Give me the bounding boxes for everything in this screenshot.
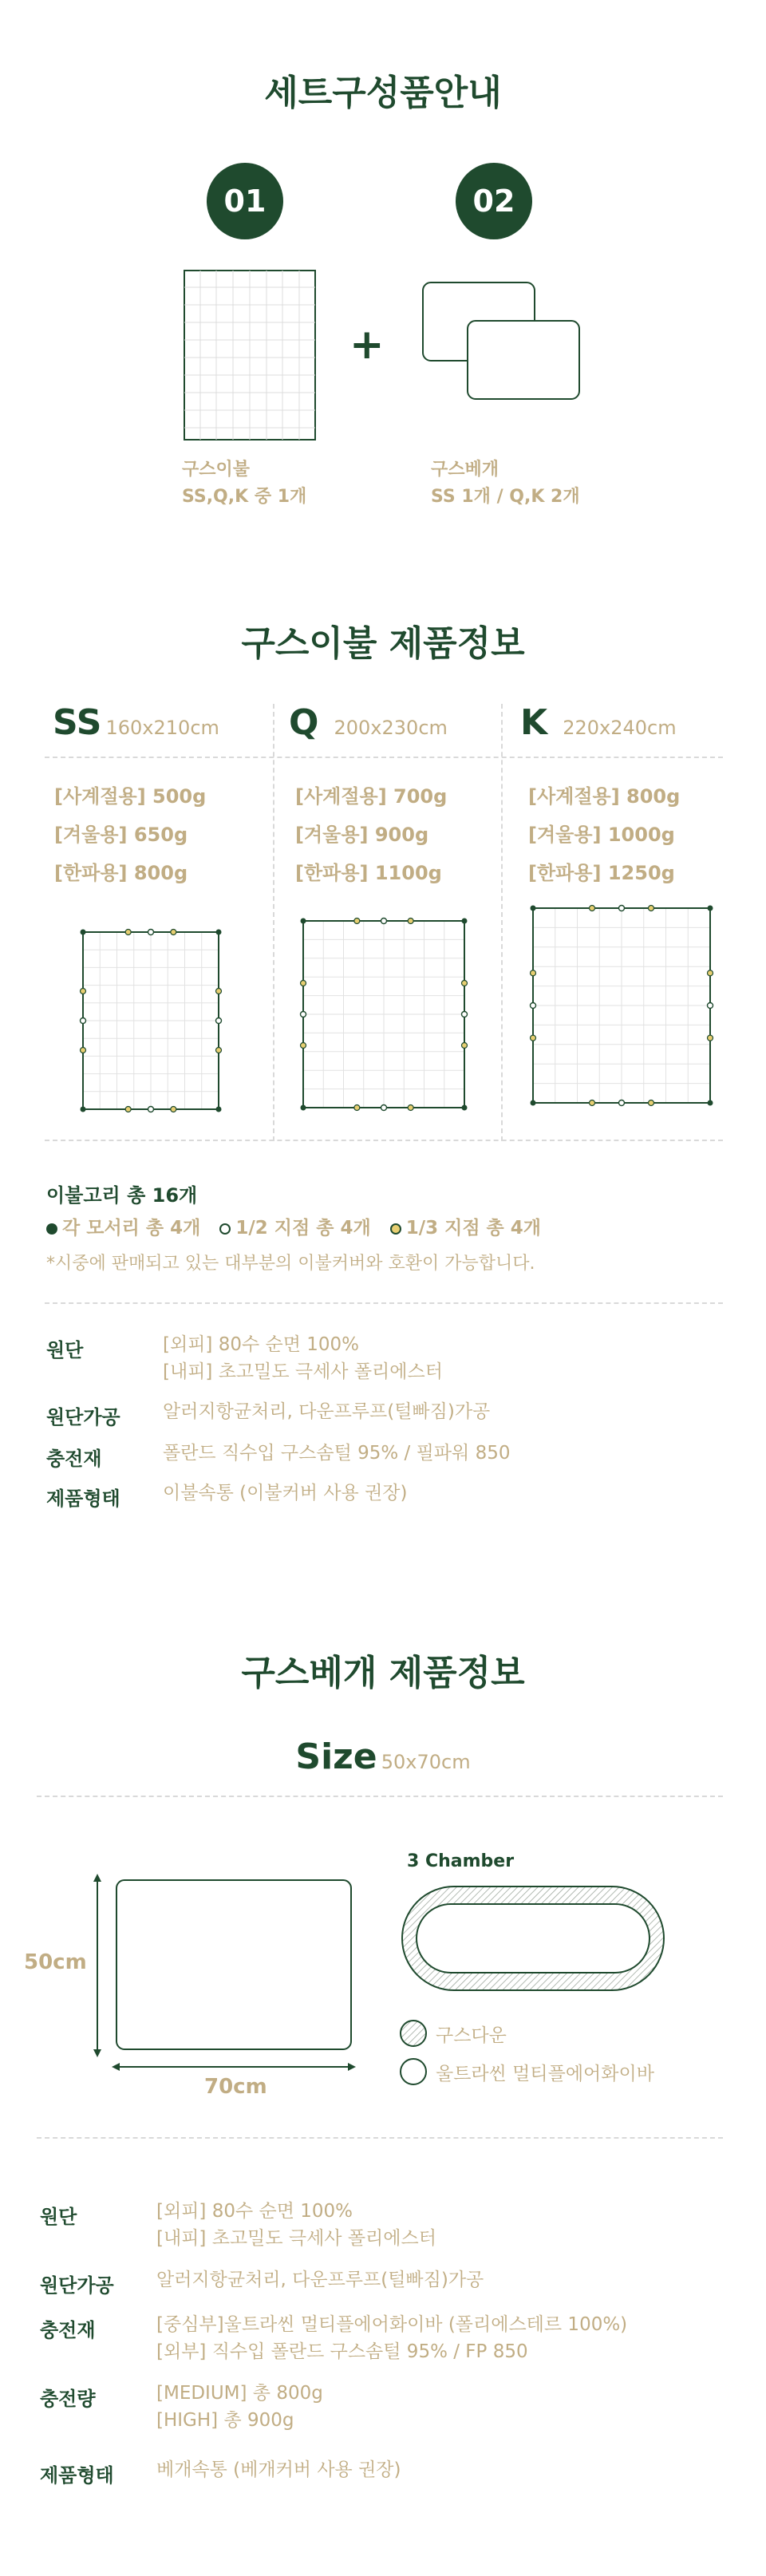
weight-line: [사계절용] 700g	[295, 785, 448, 808]
pillow-size-header	[0, 1736, 766, 1777]
divider	[45, 1140, 723, 1141]
half-loop	[462, 1012, 468, 1017]
half-loop	[148, 1107, 154, 1112]
plus-icon: +	[349, 321, 385, 369]
pillow-title: 구스베개 제품정보	[241, 1653, 525, 1693]
third-loop	[649, 1100, 654, 1106]
spec-label: 제품형태	[40, 2464, 114, 2487]
pillow-dimension-diagram	[88, 1867, 359, 2075]
third-loop	[125, 930, 131, 935]
third-loop	[408, 919, 413, 924]
third-loop	[708, 970, 713, 976]
item-1-name: 구스이불	[182, 460, 251, 480]
weight-line: [한파용] 800g	[54, 862, 188, 884]
third-loop	[125, 1107, 131, 1112]
legend-half: 1/2 지점 총 4개	[219, 1218, 370, 1239]
third-loop	[301, 981, 306, 986]
half-loop	[619, 1100, 625, 1106]
third-loop	[462, 1043, 468, 1049]
third-loop	[81, 989, 86, 994]
badge-02: 02	[456, 163, 532, 239]
half-loop	[216, 1018, 222, 1024]
third-loop	[301, 1043, 306, 1049]
third-loop	[81, 1048, 86, 1053]
corner-loop	[708, 906, 713, 911]
third-loop	[354, 919, 360, 924]
spec-value: 폴란드 직수입 구스솜털 95% / 필파워 850	[163, 1443, 511, 1464]
third-loop	[462, 981, 468, 986]
corner-loop	[301, 919, 306, 924]
half-loop	[301, 1012, 306, 1017]
empty-circle-icon	[399, 2057, 428, 2086]
third-loop	[531, 1035, 536, 1041]
third-loop	[590, 906, 595, 911]
size-dim: 220x240cm	[563, 717, 677, 739]
chamber-legend-fiber: 울트라씬 멀티플에어화이바	[399, 2057, 654, 2086]
hatched-circle-icon	[399, 2019, 428, 2048]
third-loop	[354, 1105, 360, 1111]
spec-label: 충전재	[46, 1448, 102, 1470]
third-loop	[171, 1107, 176, 1112]
chamber-title: 3 Chamber	[407, 1851, 515, 1871]
size-dim: 160x210cm	[105, 717, 219, 739]
half-loop	[708, 1003, 713, 1009]
half-loop	[381, 919, 387, 924]
divider	[273, 704, 274, 1141]
third-loop	[216, 989, 222, 994]
spec-value: 베개속통 (베개커버 사용 권장)	[156, 2459, 401, 2480]
chamber-legend-down: 구스다운	[399, 2019, 507, 2048]
third-loop	[531, 970, 536, 976]
pillows-illustration	[421, 281, 582, 405]
third-loop	[408, 1105, 413, 1111]
item-2-name: 구스베개	[431, 460, 499, 480]
weight-line: [한파용] 1100g	[295, 862, 442, 884]
third-loop	[708, 1035, 713, 1041]
duvet-illustration	[184, 270, 316, 441]
third-loop	[590, 1100, 595, 1106]
corner-loop	[531, 906, 536, 911]
loop-legend	[46, 1213, 541, 1239]
weight-line: [겨울용] 650g	[54, 824, 188, 846]
spec-value: 알러지항균처리, 다운프루프(털빠짐)가공	[163, 1401, 491, 1422]
corner-loop	[81, 1107, 86, 1112]
half-loop	[381, 1105, 387, 1111]
divider	[37, 1796, 723, 1797]
third-loop	[171, 930, 176, 935]
corner-dot-icon	[46, 1223, 57, 1235]
weights-ss	[54, 777, 206, 892]
set-title: 세트구성품안내	[264, 73, 502, 113]
legend-third: 1/3 지점 총 4개	[390, 1218, 541, 1239]
duvet-title: 구스이불 제품정보	[241, 623, 525, 664]
spec-value: 알러지항균처리, 다운프루프(털빠짐)가공	[156, 2270, 484, 2290]
divider	[501, 704, 503, 1141]
weights-k	[528, 777, 680, 892]
size-letter: K	[520, 702, 548, 743]
loops-title: 이불고리 총 16개	[46, 1184, 198, 1207]
weights-q	[295, 777, 447, 892]
spec-value: [외피] 80수 순면 100% [내피] 초고밀도 극세사 폴리에스터	[156, 2201, 436, 2249]
spec-label: 원단	[46, 1339, 84, 1361]
height-label: 50cm	[24, 1950, 87, 1974]
spec-label: 원단가공	[40, 2274, 114, 2297]
half-loop	[81, 1018, 86, 1024]
duvet-diagram-k	[527, 902, 717, 1116]
corner-loop	[708, 1100, 713, 1106]
spec-label: 충전량	[40, 2388, 96, 2410]
divider	[45, 757, 723, 758]
legend-corner: 각 모서리 총 4개	[46, 1218, 200, 1239]
spec-value: [외피] 80수 순면 100% [내피] 초고밀도 극세사 폴리에스터	[163, 1334, 443, 1382]
size-header-q	[289, 702, 448, 743]
spec-value: [중심부]울트라씬 멀티플에어화이바 (폴리에스테르 100%) [외부] 직수입 폴란드 구스솜털 95% / FP 850	[156, 2314, 628, 2362]
size-dim: 50x70cm	[381, 1751, 471, 1773]
weight-line: [한파용] 1250g	[528, 862, 675, 884]
size-header-ss	[53, 702, 219, 743]
item-2-detail: SS 1개 / Q,K 2개	[431, 487, 580, 507]
half-loop	[148, 930, 154, 935]
weight-line: [사계절용] 500g	[54, 785, 207, 808]
badge-01: 01	[207, 163, 283, 239]
divider	[37, 2137, 723, 2139]
weight-line: [사계절용] 800g	[528, 785, 681, 808]
third-loop	[216, 1048, 222, 1053]
size-header-k	[520, 702, 677, 743]
corner-loop	[216, 1107, 222, 1112]
weight-line: [겨울용] 1000g	[528, 824, 675, 846]
spec-value: [MEDIUM] 총 800g [HIGH] 총 900g	[156, 2383, 323, 2431]
duvet-diagram-ss	[77, 926, 228, 1116]
third-dot-icon	[390, 1223, 401, 1235]
spec-label: 원단	[40, 2206, 77, 2228]
half-loop	[619, 906, 625, 911]
corner-loop	[462, 919, 468, 924]
compat-note: *시중에 판매되고 있는 대부분의 이불커버와 호환이 가능합니다.	[46, 1254, 535, 1274]
corner-loop	[531, 1100, 536, 1106]
half-dot-icon	[219, 1223, 231, 1235]
spec-label: 원단가공	[46, 1406, 120, 1428]
corner-loop	[462, 1105, 468, 1111]
size-letter: SS	[53, 702, 102, 743]
spec-value: 이불속통 (이불커버 사용 권장)	[163, 1483, 408, 1503]
duvet-diagram-q	[297, 915, 471, 1116]
spec-label: 제품형태	[46, 1488, 120, 1510]
item-1-detail: SS,Q,K 중 1개	[182, 487, 307, 507]
size-dim: 200x230cm	[334, 717, 448, 739]
width-label: 70cm	[204, 2075, 267, 2099]
weight-line: [겨울용] 900g	[295, 824, 429, 846]
corner-loop	[81, 930, 86, 935]
spec-label: 충전재	[40, 2319, 96, 2341]
chamber-diagram	[399, 1883, 670, 1995]
divider	[45, 1302, 723, 1304]
half-loop	[531, 1003, 536, 1009]
corner-loop	[301, 1105, 306, 1111]
third-loop	[649, 906, 654, 911]
size-letter: Q	[289, 702, 319, 743]
corner-loop	[216, 930, 222, 935]
size-word: Size	[295, 1736, 377, 1777]
